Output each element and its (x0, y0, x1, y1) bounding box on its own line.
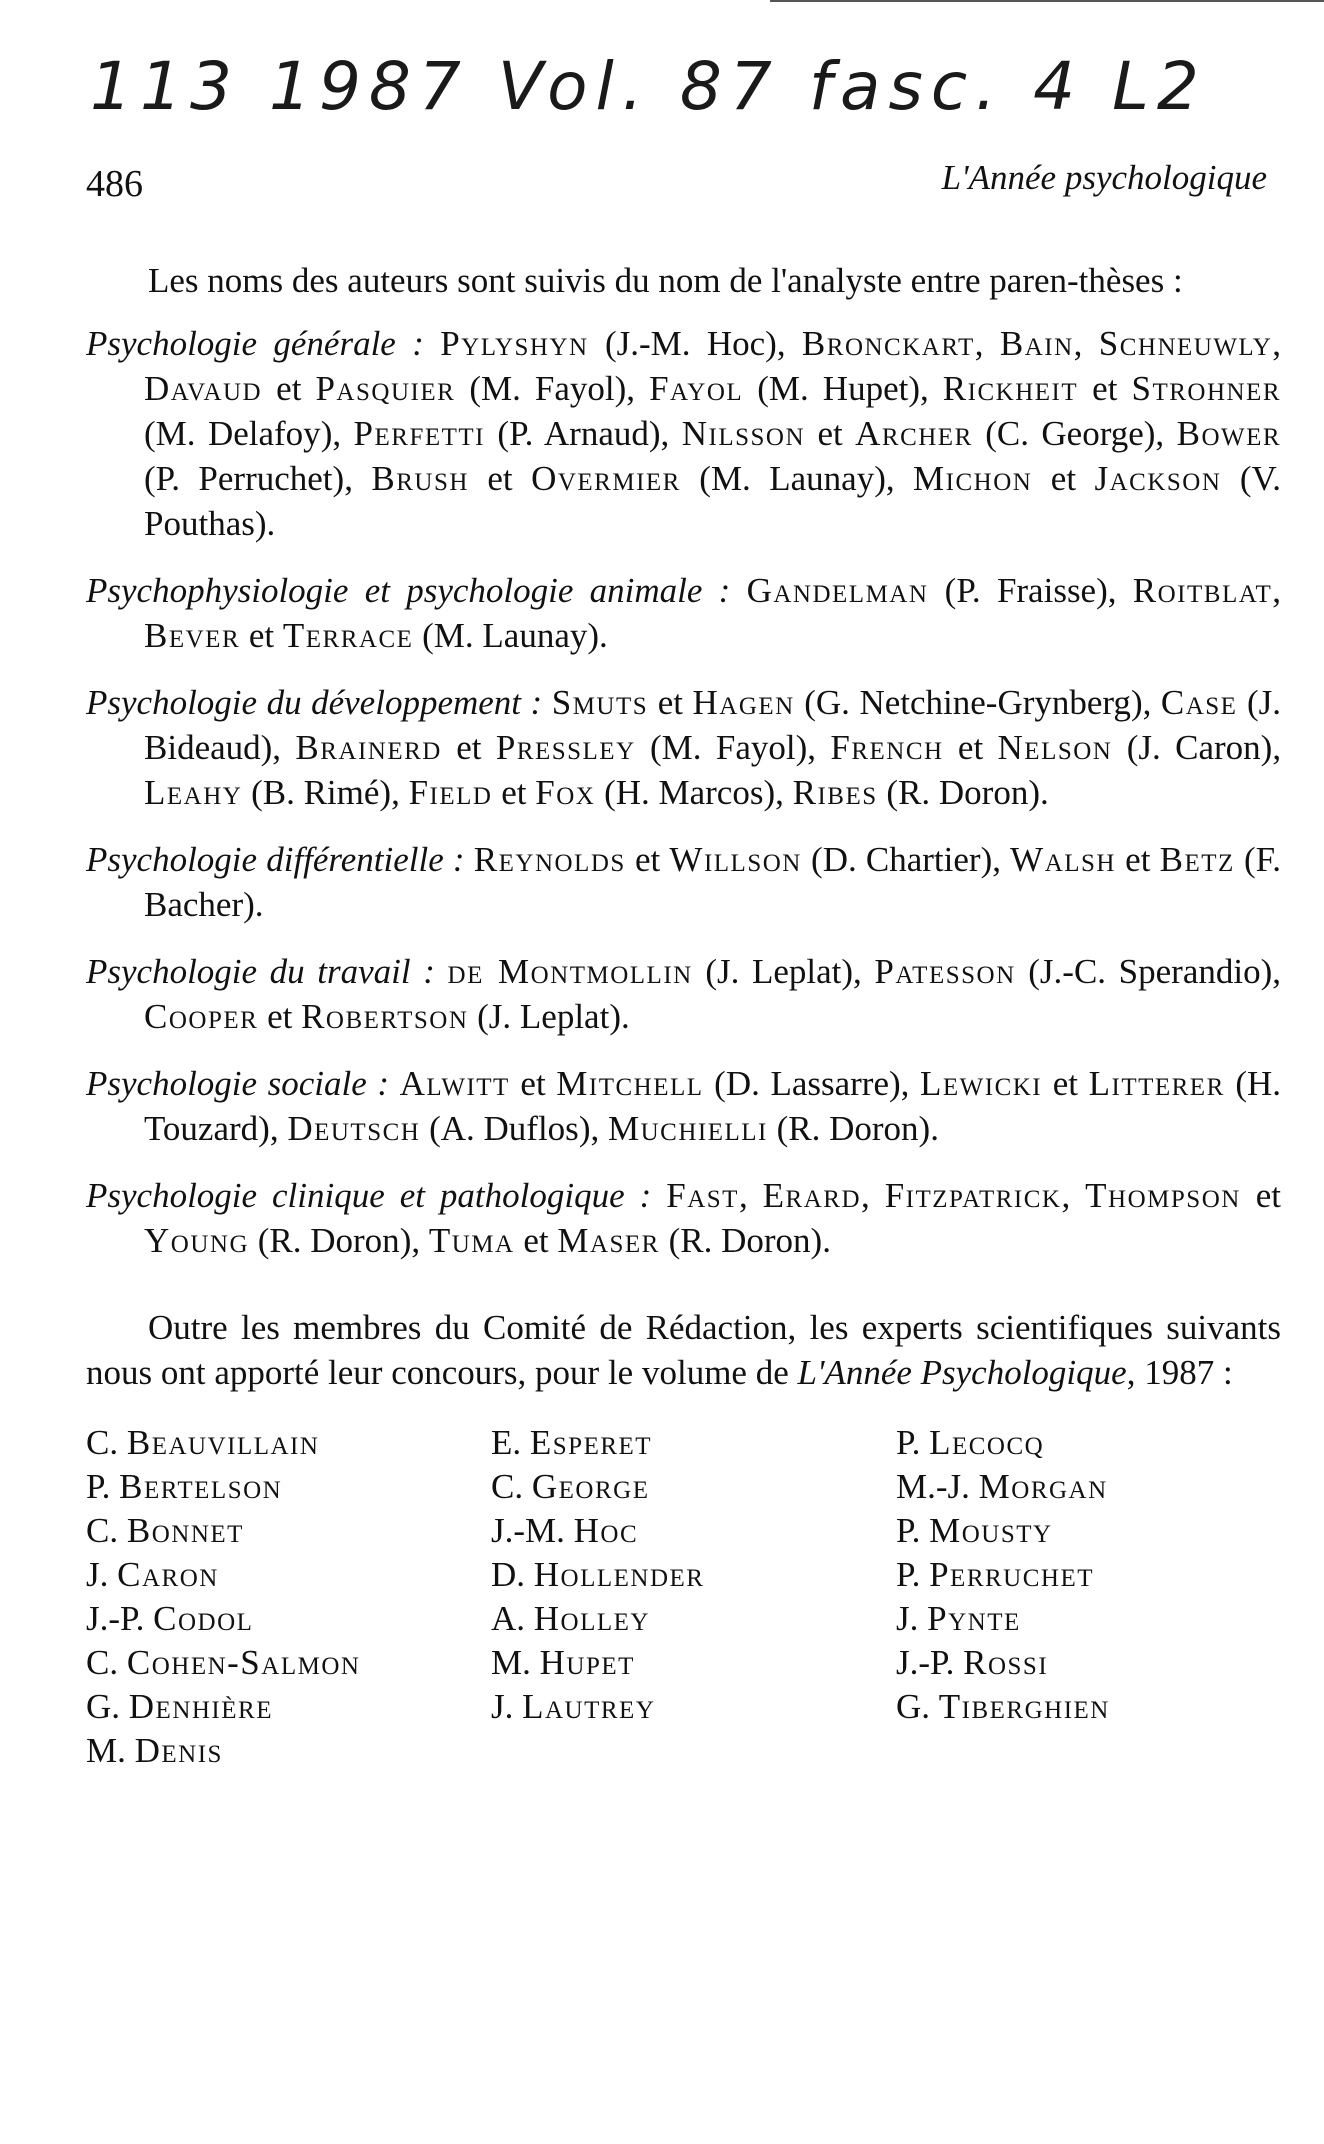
analyst-name: J. Leplat (488, 997, 610, 1036)
expert-initial: C. (86, 1643, 119, 1682)
expert-entry (491, 1421, 896, 1465)
intro-paragraph: Les noms des auteurs sont suivis du nom de l'analyste entre paren-thèses : (148, 261, 1183, 300)
expert-name: Esperet (529, 1423, 653, 1462)
expert-name: Mousty (929, 1511, 1053, 1550)
experts-column-2 (491, 1421, 896, 1773)
journal-title: L'Année Psychologique (797, 1353, 1127, 1392)
author-name: Bever (144, 616, 241, 655)
expert-initial: M. (86, 1731, 126, 1770)
expert-entry (491, 1685, 896, 1729)
experts-column-3 (896, 1421, 1276, 1773)
expert-initial: P. (896, 1423, 921, 1462)
author-separator: et (1078, 369, 1132, 408)
expert-name: Beauvillain (126, 1423, 320, 1462)
author-separator: et (258, 997, 302, 1036)
expert-initial: P. (896, 1555, 921, 1594)
section-entry: Psychologie différentielle : Reynolds et Willson (D. Chartier), Walsh et Betz (F. Bacher). (86, 840, 1282, 924)
author-name: Lewicki (920, 1064, 1043, 1103)
section-entry: Psychologie sociale : Alwitt et Mitchell (D. Lassarre), Lewicki et Litterer (H. Touzard), Deutsch (A. Duflos), Muchielli (R. Doron). (86, 1064, 1282, 1148)
author-name: Jackson (1094, 459, 1222, 498)
expert-entry (86, 1465, 491, 1509)
author-separator: et (805, 414, 856, 453)
expert-name: Denhière (128, 1687, 273, 1726)
author-name: Hagen (692, 683, 795, 722)
expert-initial: J.-M. (491, 1511, 565, 1550)
analyst-name: R. Doron (898, 773, 1029, 812)
expert-entry (86, 1641, 491, 1685)
author-name: Alwitt (399, 1064, 510, 1103)
expert-entry (896, 1465, 1276, 1509)
author-name: Nelson (997, 728, 1113, 767)
author-name: Fitzpatrick (884, 1176, 1062, 1215)
expert-name: Bonnet (126, 1511, 244, 1550)
author-separator: et (468, 459, 532, 498)
author-separator: , (861, 1176, 885, 1215)
author-name: Schneuwly (1098, 324, 1273, 363)
analyst-name: D. Lassarre (725, 1064, 889, 1103)
expert-name: George (531, 1467, 650, 1506)
author-name: Gandelman (746, 571, 929, 610)
analyst-name: F. Bacher (144, 840, 1282, 924)
expert-entry (86, 1685, 491, 1729)
expert-entry (896, 1421, 1276, 1465)
outro-text: Outre les membres du Comité de Rédaction, les experts scientifiques suivants nous ont apporté leur concours, pour le volume de (86, 1308, 1281, 1392)
section-category: Psychologie générale : (86, 324, 424, 363)
author-name: Leahy (144, 773, 243, 812)
author-name: Mitchell (556, 1064, 704, 1103)
author-name: Michon (913, 459, 1033, 498)
author-separator: et (441, 728, 496, 767)
expert-initial: J. (86, 1555, 109, 1594)
expert-initial: D. (491, 1555, 526, 1594)
section-entry: Psychophysiologie et psychologie animale : Gandelman (P. Fraisse), Roitblat, Bever et Terrace (M. Launay). (86, 571, 1282, 655)
analyst-name: J.-M. Hoc (616, 324, 766, 363)
author-name: Fayol (649, 369, 744, 408)
author-separator: et (262, 369, 316, 408)
expert-initial: M. (491, 1643, 531, 1682)
expert-entry (491, 1553, 896, 1597)
section-category: Psychologie sociale : (86, 1064, 390, 1103)
author-separator: , (974, 324, 1000, 363)
author-name: Pressley (495, 728, 636, 767)
expert-initial: C. (491, 1467, 524, 1506)
author-name: Nilsson (681, 414, 806, 453)
author-name: Roitblat (1132, 571, 1273, 610)
author-name: Bain (999, 324, 1074, 363)
expert-name: Caron (117, 1555, 219, 1594)
author-name: Walsh (1010, 840, 1116, 879)
analyst-name: M. Launay (433, 616, 588, 655)
analyst-name: V. Pouthas (144, 459, 1282, 543)
author-separator: et (492, 773, 536, 812)
author-separator: et (943, 728, 998, 767)
author-name: Field (408, 773, 493, 812)
author-name: Terrace (282, 616, 414, 655)
author-name: Fox (535, 773, 596, 812)
author-separator: et (240, 616, 283, 655)
expert-initial: J.-P. (896, 1643, 955, 1682)
author-name: Fast (666, 1176, 739, 1215)
author-name: Cooper (144, 997, 259, 1036)
expert-name: Denis (134, 1731, 223, 1770)
expert-initial: J.-P. (86, 1599, 145, 1638)
author-name: Willson (669, 840, 802, 879)
author-separator: , (1272, 324, 1281, 363)
expert-name: Pynte (927, 1599, 1021, 1638)
section-entry: Psychologie du travail : de Montmollin (J. Leplat), Patesson (J.-C. Sperandio), Cooper et Robertson (J. Leplat). (86, 952, 1281, 1036)
analyst-name: P. Fraisse (956, 571, 1097, 610)
expert-name: Hupet (539, 1643, 635, 1682)
expert-entry (491, 1465, 896, 1509)
author-separator: et (1115, 840, 1160, 879)
author-name: Muchielli (607, 1109, 768, 1148)
author-name: Robertson (301, 997, 469, 1036)
author-name: Brush (371, 459, 469, 498)
author-name: Bower (1176, 414, 1282, 453)
author-separator: et (648, 683, 693, 722)
author-name: Strohner (1131, 369, 1282, 408)
analyst-name: M. Launay (710, 459, 875, 498)
expert-entry (491, 1597, 896, 1641)
author-separator: et (1240, 1176, 1282, 1215)
expert-entry (86, 1729, 491, 1773)
expert-name: Bertelson (119, 1467, 283, 1506)
expert-initial: P. (86, 1467, 111, 1506)
analyst-name: R. Doron (269, 1221, 400, 1260)
expert-entry (896, 1553, 1276, 1597)
expert-name: Perruchet (929, 1555, 1095, 1594)
analyst-name: R. Doron (680, 1221, 811, 1260)
section-entry: Psychologie clinique et pathologique : Fast, Erard, Fitzpatrick, Thompson et Young (R. Doron), Tuma et Maser (R. Doron). (86, 1176, 1282, 1260)
expert-name: Lecocq (929, 1423, 1045, 1462)
author-name: Brainerd (295, 728, 442, 767)
expert-name: Hoc (573, 1511, 639, 1550)
expert-name: Morgan (978, 1467, 1108, 1506)
section-category: Psychophysiologie et psychologie animale : (86, 571, 731, 610)
author-name: Bronckart (801, 324, 975, 363)
analyst-name: H. Marcos (615, 773, 764, 812)
expert-name: Tiberghien (938, 1687, 1110, 1726)
analyst-name: D. Chartier (822, 840, 981, 879)
expert-initial: C. (86, 1511, 119, 1550)
running-head: L'Année psychologique (941, 158, 1267, 197)
outro-year: , 1987 : (1126, 1353, 1233, 1392)
expert-initial: G. (896, 1687, 931, 1726)
expert-entry (896, 1597, 1276, 1641)
expert-initial: E. (491, 1423, 522, 1462)
author-name: Thompson (1085, 1176, 1241, 1215)
expert-initial: J. (896, 1599, 919, 1638)
expert-initial: M.-J. (896, 1467, 970, 1506)
expert-entry (86, 1421, 491, 1465)
section-entry: Psychologie générale : Pylyshyn (J.-M. Hoc), Bronckart, Bain, Schneuwly, Davaud et Pasquier (M. Fayol), Fayol (M. Hupet), Rickheit et Strohner (M. Delafoy), Perfetti (P. Arnaud), Nilsson et Archer (C. George), Bower (P. Perruchet), Brush et Overmier (M. Launay), Michon et Jackson (V. Pouthas). (86, 324, 1282, 543)
author-name: Ribes (792, 773, 878, 812)
author-separator: et (514, 1221, 558, 1260)
analyst-name: M. Hupet (768, 369, 909, 408)
author-name: de Montmollin (447, 952, 693, 991)
expert-entry (86, 1553, 491, 1597)
expert-name: Rossi (963, 1643, 1049, 1682)
author-name: Archer (855, 414, 973, 453)
author-name: Deutsch (287, 1109, 421, 1148)
analyst-name: J.-C. Sperandio (1039, 952, 1261, 991)
expert-initial: A. (491, 1599, 526, 1638)
handwritten-annotation: 113 1987 Vol. 87 fasc. 4 L2 (90, 48, 1207, 125)
author-name: Smuts (551, 683, 649, 722)
expert-name: Lautrey (522, 1687, 656, 1726)
expert-entry (896, 1509, 1276, 1553)
author-name: Pasquier (315, 369, 456, 408)
expert-entry (491, 1509, 896, 1553)
analyst-name: R. Doron (788, 1109, 919, 1148)
author-name: Case (1160, 683, 1238, 722)
author-name: Patesson (874, 952, 1016, 991)
author-separator: , (1272, 571, 1282, 610)
expert-initial: C. (86, 1423, 119, 1462)
author-name: Perfetti (353, 414, 485, 453)
analyst-name: B. Rimé (262, 773, 380, 812)
analyst-name: C. George (996, 414, 1144, 453)
top-rule (770, 0, 1324, 2)
section-category: Psychologie du travail : (86, 952, 435, 991)
author-name: Pylyshyn (440, 324, 589, 363)
experts-column-1 (86, 1421, 491, 1773)
author-name: French (830, 728, 944, 767)
page-number: 486 (86, 163, 143, 205)
section-category: Psychologie différentielle : (86, 840, 465, 879)
author-separator: et (1032, 459, 1095, 498)
author-separator: , (1073, 324, 1099, 363)
author-name: Davaud (144, 369, 263, 408)
expert-name: Cohen-Salmon (126, 1643, 361, 1682)
analyst-name: J. Bideaud (144, 683, 1282, 767)
author-name: Betz (1159, 840, 1235, 879)
section-entry: Psychologie du développement : Smuts et Hagen (G. Netchine-Grynberg), Case (J. Bideaud), Brainerd et Pressley (M. Fayol), French et Nelson (J. Caron), Leahy (B. Rimé), Field et Fox (H. Marcos), Ribes (R. Doron). (86, 683, 1282, 812)
analyst-name: J. Caron (1138, 728, 1261, 767)
author-name: Rickheit (942, 369, 1079, 408)
expert-entry (86, 1597, 491, 1641)
author-name: Erard (762, 1176, 861, 1215)
analyst-name: M. Fayol (480, 369, 615, 408)
analyst-name: G. Netchine-Grynberg (815, 683, 1131, 722)
analyst-name: P. Perruchet (155, 459, 333, 498)
review-sections (86, 321, 1281, 1263)
page-body (86, 258, 1281, 1773)
expert-entry (491, 1641, 896, 1685)
analyst-name: P. Arnaud (509, 414, 649, 453)
expert-name: Codol (153, 1599, 254, 1638)
author-separator: , (1061, 1176, 1086, 1215)
outro-paragraph (86, 1305, 1281, 1395)
analyst-name: A. Duflos (440, 1109, 579, 1148)
author-name: Litterer (1088, 1064, 1225, 1103)
analyst-name: H. Touzard (144, 1064, 1282, 1148)
expert-name: Holley (533, 1599, 650, 1638)
author-name: Reynolds (473, 840, 626, 879)
expert-entry (896, 1641, 1276, 1685)
expert-initial: J. (491, 1687, 514, 1726)
section-category: Psychologie du développement : (86, 683, 543, 722)
author-separator: , (738, 1176, 763, 1215)
author-name: Maser (557, 1221, 660, 1260)
experts-list (86, 1421, 1281, 1773)
author-name: Young (144, 1221, 249, 1260)
analyst-name: J. Leplat (716, 952, 842, 991)
author-separator: et (509, 1064, 557, 1103)
analyst-name: M. Fayol (661, 728, 796, 767)
expert-entry (86, 1509, 491, 1553)
author-name: Overmier (531, 459, 681, 498)
author-name: Tuma (428, 1221, 515, 1260)
expert-initial: G. (86, 1687, 121, 1726)
expert-name: Hollender (533, 1555, 705, 1594)
author-separator: et (625, 840, 670, 879)
section-category: Psychologie clinique et pathologique : (86, 1176, 652, 1215)
expert-initial: P. (896, 1511, 921, 1550)
expert-entry (896, 1685, 1276, 1729)
author-separator: et (1042, 1064, 1089, 1103)
analyst-name: M. Delafoy (155, 414, 321, 453)
